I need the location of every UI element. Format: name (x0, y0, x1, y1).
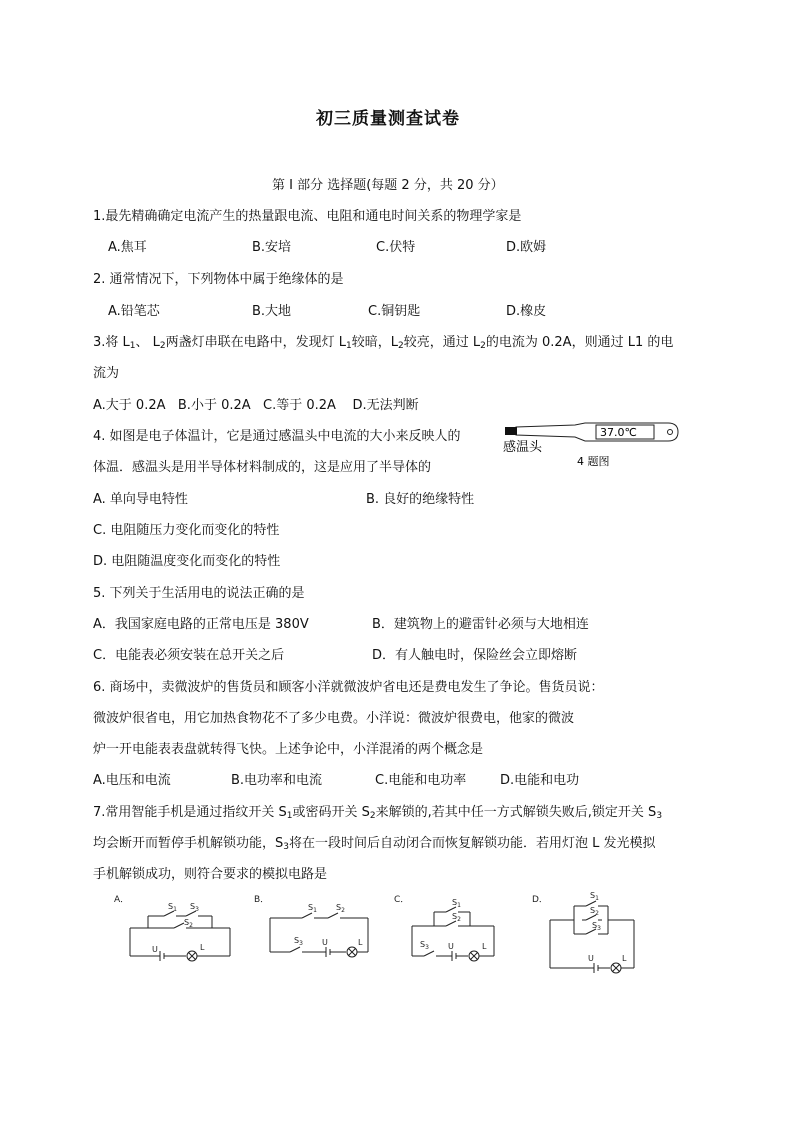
circuit-option-d (530, 888, 650, 978)
svg-text:A．: A． (114, 895, 130, 905)
question-4-option-a: A. 单向导电特性 (93, 492, 188, 507)
svg-text:C．: C． (394, 895, 410, 905)
svg-text:S3: $S_3$ (190, 902, 199, 913)
question-7-stem-line-3: 手机解锁成功，则符合要求的模拟电路是 (93, 867, 328, 882)
figure-4-caption: 4 题图 (577, 455, 610, 468)
question-5-option-d: D．有人触电时，保险丝会立即熔断 (372, 648, 578, 663)
question-2-option-c: C.铜钥匙 (368, 304, 421, 319)
svg-text:B．: B． (254, 895, 270, 905)
question-1-option-a: A.焦耳 (108, 240, 147, 255)
question-7-stem-line-2: 均会断开而暂停手机解锁功能，$S_3$将在一段时间后自动闭合而恢复解锁功能．若用灯泡 L 发光模拟 (93, 836, 656, 852)
thermometer-reading: 37.0℃ (600, 426, 637, 439)
svg-text:S3: $S_3$ (294, 936, 303, 947)
circuit-option-a (110, 888, 240, 973)
circuit-option-b (250, 888, 380, 973)
svg-text:S1: $S_1$ (168, 902, 177, 913)
question-5-option-b: B．建筑物上的避雷针必须与大地相连 (372, 617, 589, 632)
svg-text:S3: $S_3$ (420, 940, 429, 951)
question-4-stem-line-2: 体温．感温头是用半导体材料制成的，这是应用了半导体的 (93, 460, 432, 475)
question-4-option-c: C. 电阻随压力变化而变化的特性 (93, 523, 280, 538)
section-heading: 第 I 部分 选择题(每题 2 分，共 20 分） (272, 178, 504, 193)
question-2-option-a: A.铅笔芯 (108, 304, 160, 319)
page-title: 初三质量测查试卷 (316, 109, 460, 129)
question-6-option-c: C.电能和电功率 (375, 773, 467, 788)
question-3-options: A.大于 0.2A B.小于 0.2A C.等于 0.2A D.无法判断 (93, 398, 419, 413)
question-5-stem: 5. 下列关于生活用电的说法正确的是 (93, 586, 305, 601)
svg-text:S2: $S_2$ (336, 903, 345, 914)
svg-text:S3: $S_3$ (592, 921, 601, 932)
svg-text:U: U (448, 942, 454, 951)
question-2-option-d: D.橡皮 (506, 304, 547, 319)
question-6-stem-line-3: 炉一开电能表表盘就转得飞快。上述争论中，小洋混淆的两个概念是 (93, 742, 484, 757)
question-4-option-b: B. 良好的绝缘特性 (366, 492, 475, 507)
svg-text:S2: $S_2$ (184, 918, 193, 929)
question-2-option-b: B.大地 (252, 304, 292, 319)
thermometer-figure (500, 417, 690, 473)
question-1-stem: 1.最先精确确定电流产生的热量跟电流、电阻和通电时间关系的物理学家是 (93, 209, 522, 224)
svg-text:L: L (482, 942, 487, 951)
question-6-option-a: A.电压和电流 (93, 773, 171, 788)
question-3-stem-line-2: 流为 (93, 366, 120, 381)
svg-text:S1: $S_1$ (590, 891, 599, 902)
svg-text:D．: D． (532, 895, 548, 905)
svg-text:L: L (200, 943, 205, 952)
question-5-option-c: C．电能表必须安装在总开关之后 (93, 648, 285, 663)
svg-text:L: L (622, 954, 627, 963)
circuit-option-c (390, 888, 510, 973)
question-4-stem-line-1: 4. 如图是电子体温计，它是通过感温头中电流的大小来反映人的 (93, 429, 461, 444)
svg-text:S1: $S_1$ (452, 898, 461, 909)
svg-text:U: U (588, 954, 594, 963)
thermometer-sensor-label: 感温头 (503, 440, 543, 455)
question-1-option-d: D.欧姆 (506, 240, 547, 255)
svg-text:U: U (152, 945, 158, 954)
svg-text:L: L (358, 938, 363, 947)
svg-text:S2: $S_2$ (590, 906, 599, 917)
svg-text:U: U (322, 938, 328, 947)
question-1-option-b: B.安培 (252, 240, 292, 255)
question-7-stem-line-1: 7.常用智能手机是通过指纹开关 $S_1$或密码开关 $S_2$来解锁的,若其中任一方式解锁失败后,锁定开关 $S_3$ (93, 805, 663, 821)
question-2-stem: 2. 通常情况下，下列物体中属于绝缘体的是 (93, 272, 344, 287)
question-5-option-a: A．我国家庭电路的正常电压是 380V (93, 617, 309, 632)
question-3-stem-line-1: 3.将 $L_1$、 $L_2$两盏灯串联在电路中，发现灯 $L_1$较暗，$L_2$较亮，通过 $L_2$的电流为 0.2A，则通过 L1 的电 (93, 335, 674, 351)
question-1-option-c: C.伏特 (376, 240, 416, 255)
question-6-stem-line-1: 6. 商场中，卖微波炉的售货员和顾客小洋就微波炉省电还是费电发生了争论。售货员说： (93, 680, 604, 695)
question-6-stem-line-2: 微波炉很省电，用它加热食物花不了多少电费。小洋说：微波炉很费电，他家的微波 (93, 711, 575, 726)
question-6-option-b: B.电功率和电流 (231, 773, 323, 788)
svg-text:S1: $S_1$ (308, 903, 317, 914)
question-4-option-d: D. 电阻随温度变化而变化的特性 (93, 554, 281, 569)
svg-text:S2: $S_2$ (452, 912, 461, 923)
question-6-option-d: D.电能和电功 (500, 773, 580, 788)
